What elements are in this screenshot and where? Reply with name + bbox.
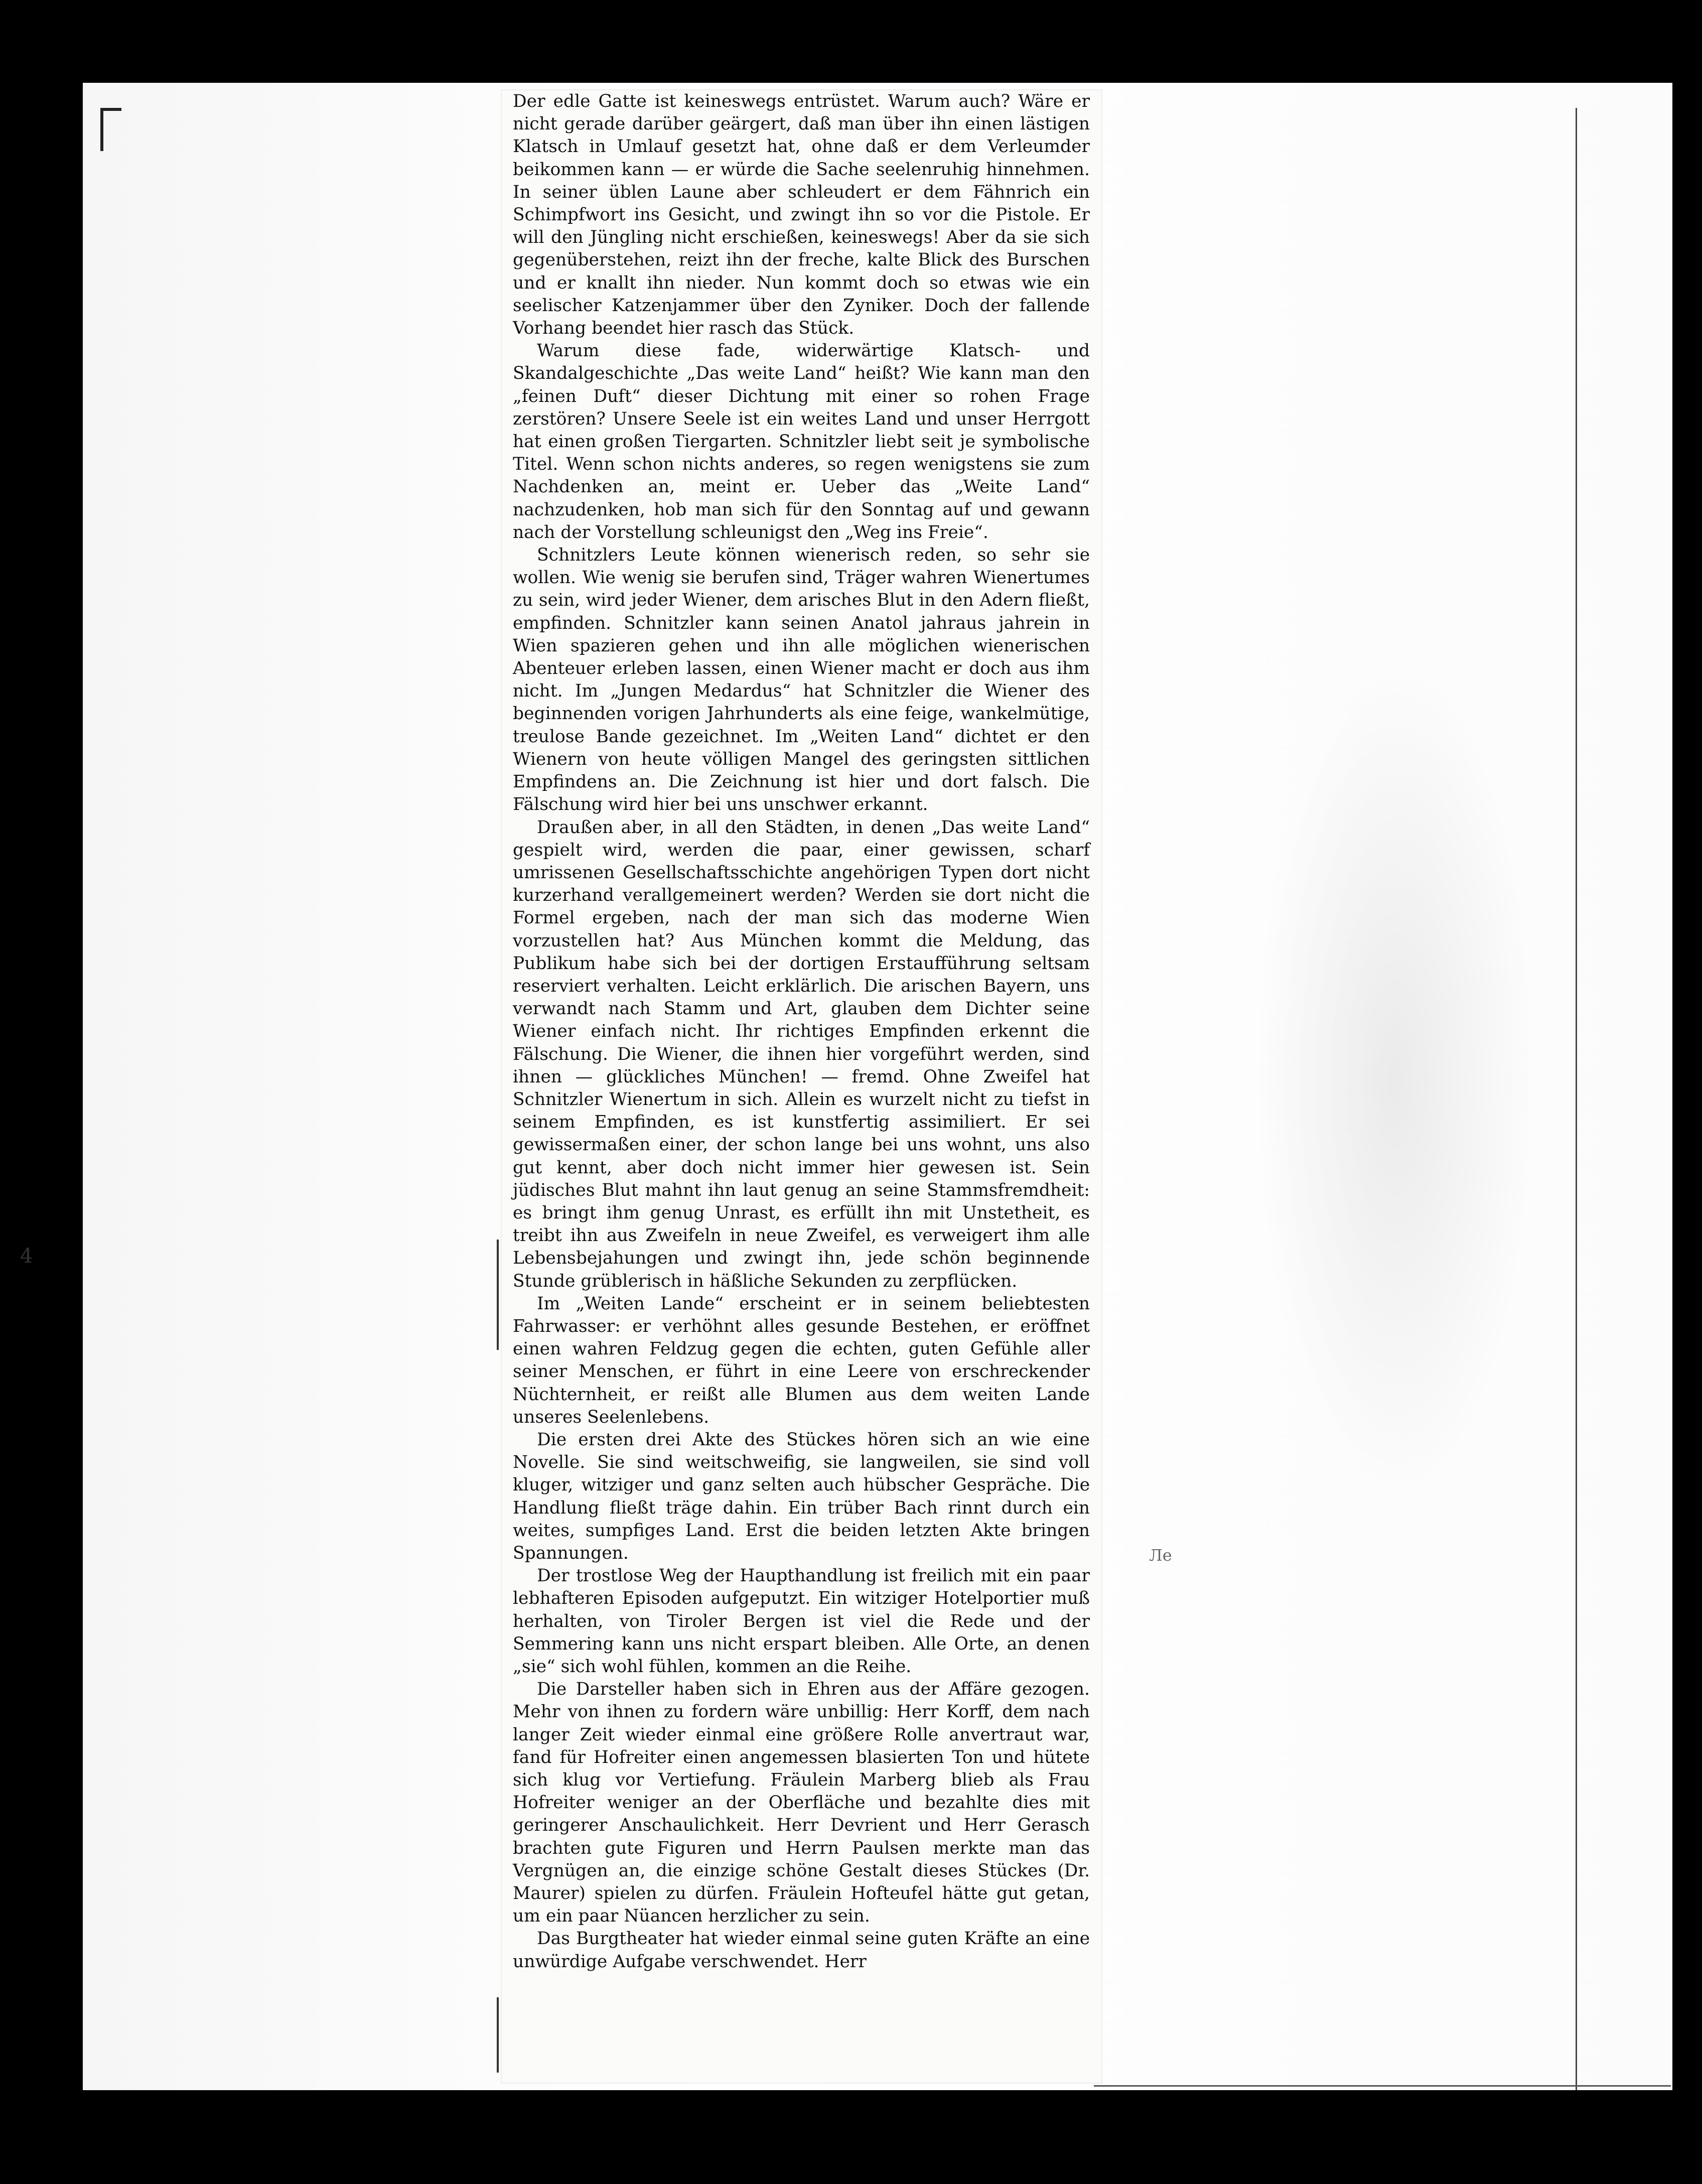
article-paragraph: Schnitzlers Leute können wienerisch reden, so sehr sie wollen. Wie wenig sie berufen sind, Träger wahren Wienertumes zu sein, wird jeder Wiener, dem arisches Blut in den Adern fließt, empfinden. Schnitzler kann seinen Anatol jahraus jahrein in Wien spazieren gehen und ihn alle möglichen wienerischen Abenteuer erleben lassen, einen Wiener macht er doch aus ihm nicht. Im „Jungen Medardus“ hat Schnitzler die Wiener des beginnenden vorigen Jahrhunderts als eine feige, wankelmütige, treulose Bande gezeichnet. Im „Weiten Land“ dichtet er den Wienern von heute völligen Mangel des geringsten sittlichen Empfindens an. Die Zeichnung ist hier und dort falsch. Die Fälschung wird hier bei uns unschwer erkannt.	[513, 545, 1090, 815]
newspaper-clipping	[502, 90, 1101, 2083]
margin-rule	[497, 1997, 499, 2073]
article-body	[513, 90, 1090, 1973]
margin-handwritten-mark: 4	[20, 1245, 33, 1268]
sheet-bottom-edge	[1094, 2085, 1671, 2087]
article-paragraph: Im „Weiten Lande“ erscheint er in seinem beliebtesten Fahrwasser: er verhöhnt alles gesunde Bestehen, er eröffnet einen wahren Feldzug gegen die echten, guten Gefühle aller seiner Menschen, er führt in eine Leere von erschreckender Nüchternheit, er reißt alle Blumen aus dem weiten Lande unseres Seelenlebens.	[513, 1293, 1090, 1427]
article-paragraph: Der edle Gatte ist keineswegs entrüstet. Warum auch? Wäre er nicht gerade darüber geärgert, daß man über ihn einen lästigen Klatsch in Umlauf gesetzt hat, ohne daß er dem Verleumder beikommen kann — er würde die Sache seelenruhig hinnehmen. In seiner üblen Laune aber schleudert er dem Fähnrich ein Schimpfwort ins Gesicht, und zwingt ihn so vor die Pistole. Er will den Jüngling nicht erschießen, keineswegs! Aber da sie sich gegenüberstehen, reizt ihn der freche, kalte Blick des Burschen und er knallt ihn nieder. Nun kommt doch so etwas wie ein seelischer Katzenjammer über den Zyniker. Doch der fallende Vorhang beendet hier rasch das Stück.	[513, 91, 1090, 339]
sheet-right-edge	[1576, 108, 1577, 2090]
article-paragraph: Die Darsteller haben sich in Ehren aus der Affäre gezogen. Mehr von ihnen zu fordern wäre unbillig: Herr Korff, dem nach langer Zeit wieder einmal eine größere Rolle anvertraut war, fand für Hofreiter einen angemessen blasierten Ton und hütete sich klug vor Vertiefung. Fräulein Marberg blieb als Frau Hofreiter weniger an der Oberfläche und bezahlte dies mit geringerer Anschaulichkeit. Herr Devrient und Herr Gerasch brachten gute Figuren und Herrn Paulsen merkte man das Vergnügen an, die einzige schöne Gestalt dieses Stückes (Dr. Maurer) spielen zu dürfen. Fräulein Hofteufel hätte gut getan, um ein paar Nüancen herzlicher zu sein.	[513, 1679, 1090, 1927]
article-paragraph: Warum diese fade, widerwärtige Klatsch- und Skandalgeschichte „Das weite Land“ heißt? Wie kann man den „feinen Duft“ dieser Dichtung mit einer so rohen Frage zerstören? Unsere Seele ist ein weites Land und unser Herrgott hat einen großen Tiergarten. Schnitzler liebt seit je symbolische Titel. Wenn schon nichts anderes, so regen wenigstens sie zum Nachdenken an, meint er. Ueber das „Weite Land“ nachzudenken, hob man sich für den Sonntag auf und gewann nach der Vorstellung schleunigst den „Weg ins Freie“.	[513, 341, 1090, 542]
scan-shadow	[1254, 652, 1535, 1506]
margin-rule	[497, 1240, 499, 1350]
article-paragraph: Der trostlose Weg der Haupthandlung ist freilich mit ein paar lebhafteren Episoden aufgeputzt. Ein witziger Hotelportier muß herhalten, von Tiroler Bergen ist viel die Rede und der Semmering kann uns nicht erspart bleiben. Alle Orte, an denen „sie“ sich wohl fühlen, kommen an die Reihe.	[513, 1566, 1090, 1677]
article-paragraph: Die ersten drei Akte des Stückes hören sich an wie eine Novelle. Sie sind weitschweifig, sie langweilen, sie sind voll kluger, witziger und ganz selten auch hübscher Gespräche. Die Handlung fließt träge dahin. Ein trüber Bach rinnt durch ein weites, sumpfiges Land. Erst die beiden letzten Akte bringen Spannungen.	[513, 1429, 1090, 1563]
margin-handwritten-mark: Ле	[1149, 1546, 1172, 1565]
article-paragraph: Draußen aber, in all den Städten, in denen „Das weite Land“ gespielt wird, werden die paar, einer gewissen, scharf umrissenen Gesellschaftsschichte angehörigen Typen dort nicht kurzerhand verallgemeinert werden? Werden sie dort nicht die Formel ergeben, nach der man sich das moderne Wien vorzustellen hat? Aus München kommt die Meldung, das Publikum habe sich bei der dortigen Erstaufführung seltsam reserviert verhalten. Leicht erklärlich. Die arischen Bayern, uns verwandt nach Stamm und Art, glauben dem Dichter seine Wiener einfach nicht. Ihr richtiges Empfinden erkennt die Fälschung. Die Wiener, die ihnen hier vorgeführt werden, sind ihnen — glückliches München! — fremd. Ohne Zweifel hat Schnitzler Wienertum in sich. Allein es wurzelt nicht zu tiefst in seinem Empfinden, es ist kunstfertig assimiliert. Er sei gewissermaßen einer, der schon lange bei uns wohnt, uns also gut kennt, aber doch nicht immer hier gewesen ist. Sein jüdisches Blut mahnt ihn laut genug an seine Stammsfremdheit: es bringt ihm genug Unrast, es erfüllt ihn mit Unstetheit, es treibt ihn aus Zweifeln in neue Zweifel, es verweigert ihm alle Lebensbejahungen und zwingt ihn, jede schön beginnende Stunde grüblerisch in häßliche Sekunden zu zerpflücken.	[513, 817, 1090, 1291]
article-paragraph: Das Burgtheater hat wieder einmal seine guten Kräfte an eine unwürdige Aufgabe verschwendet. Herr	[513, 1929, 1090, 1972]
corner-crop-mark	[100, 108, 121, 151]
